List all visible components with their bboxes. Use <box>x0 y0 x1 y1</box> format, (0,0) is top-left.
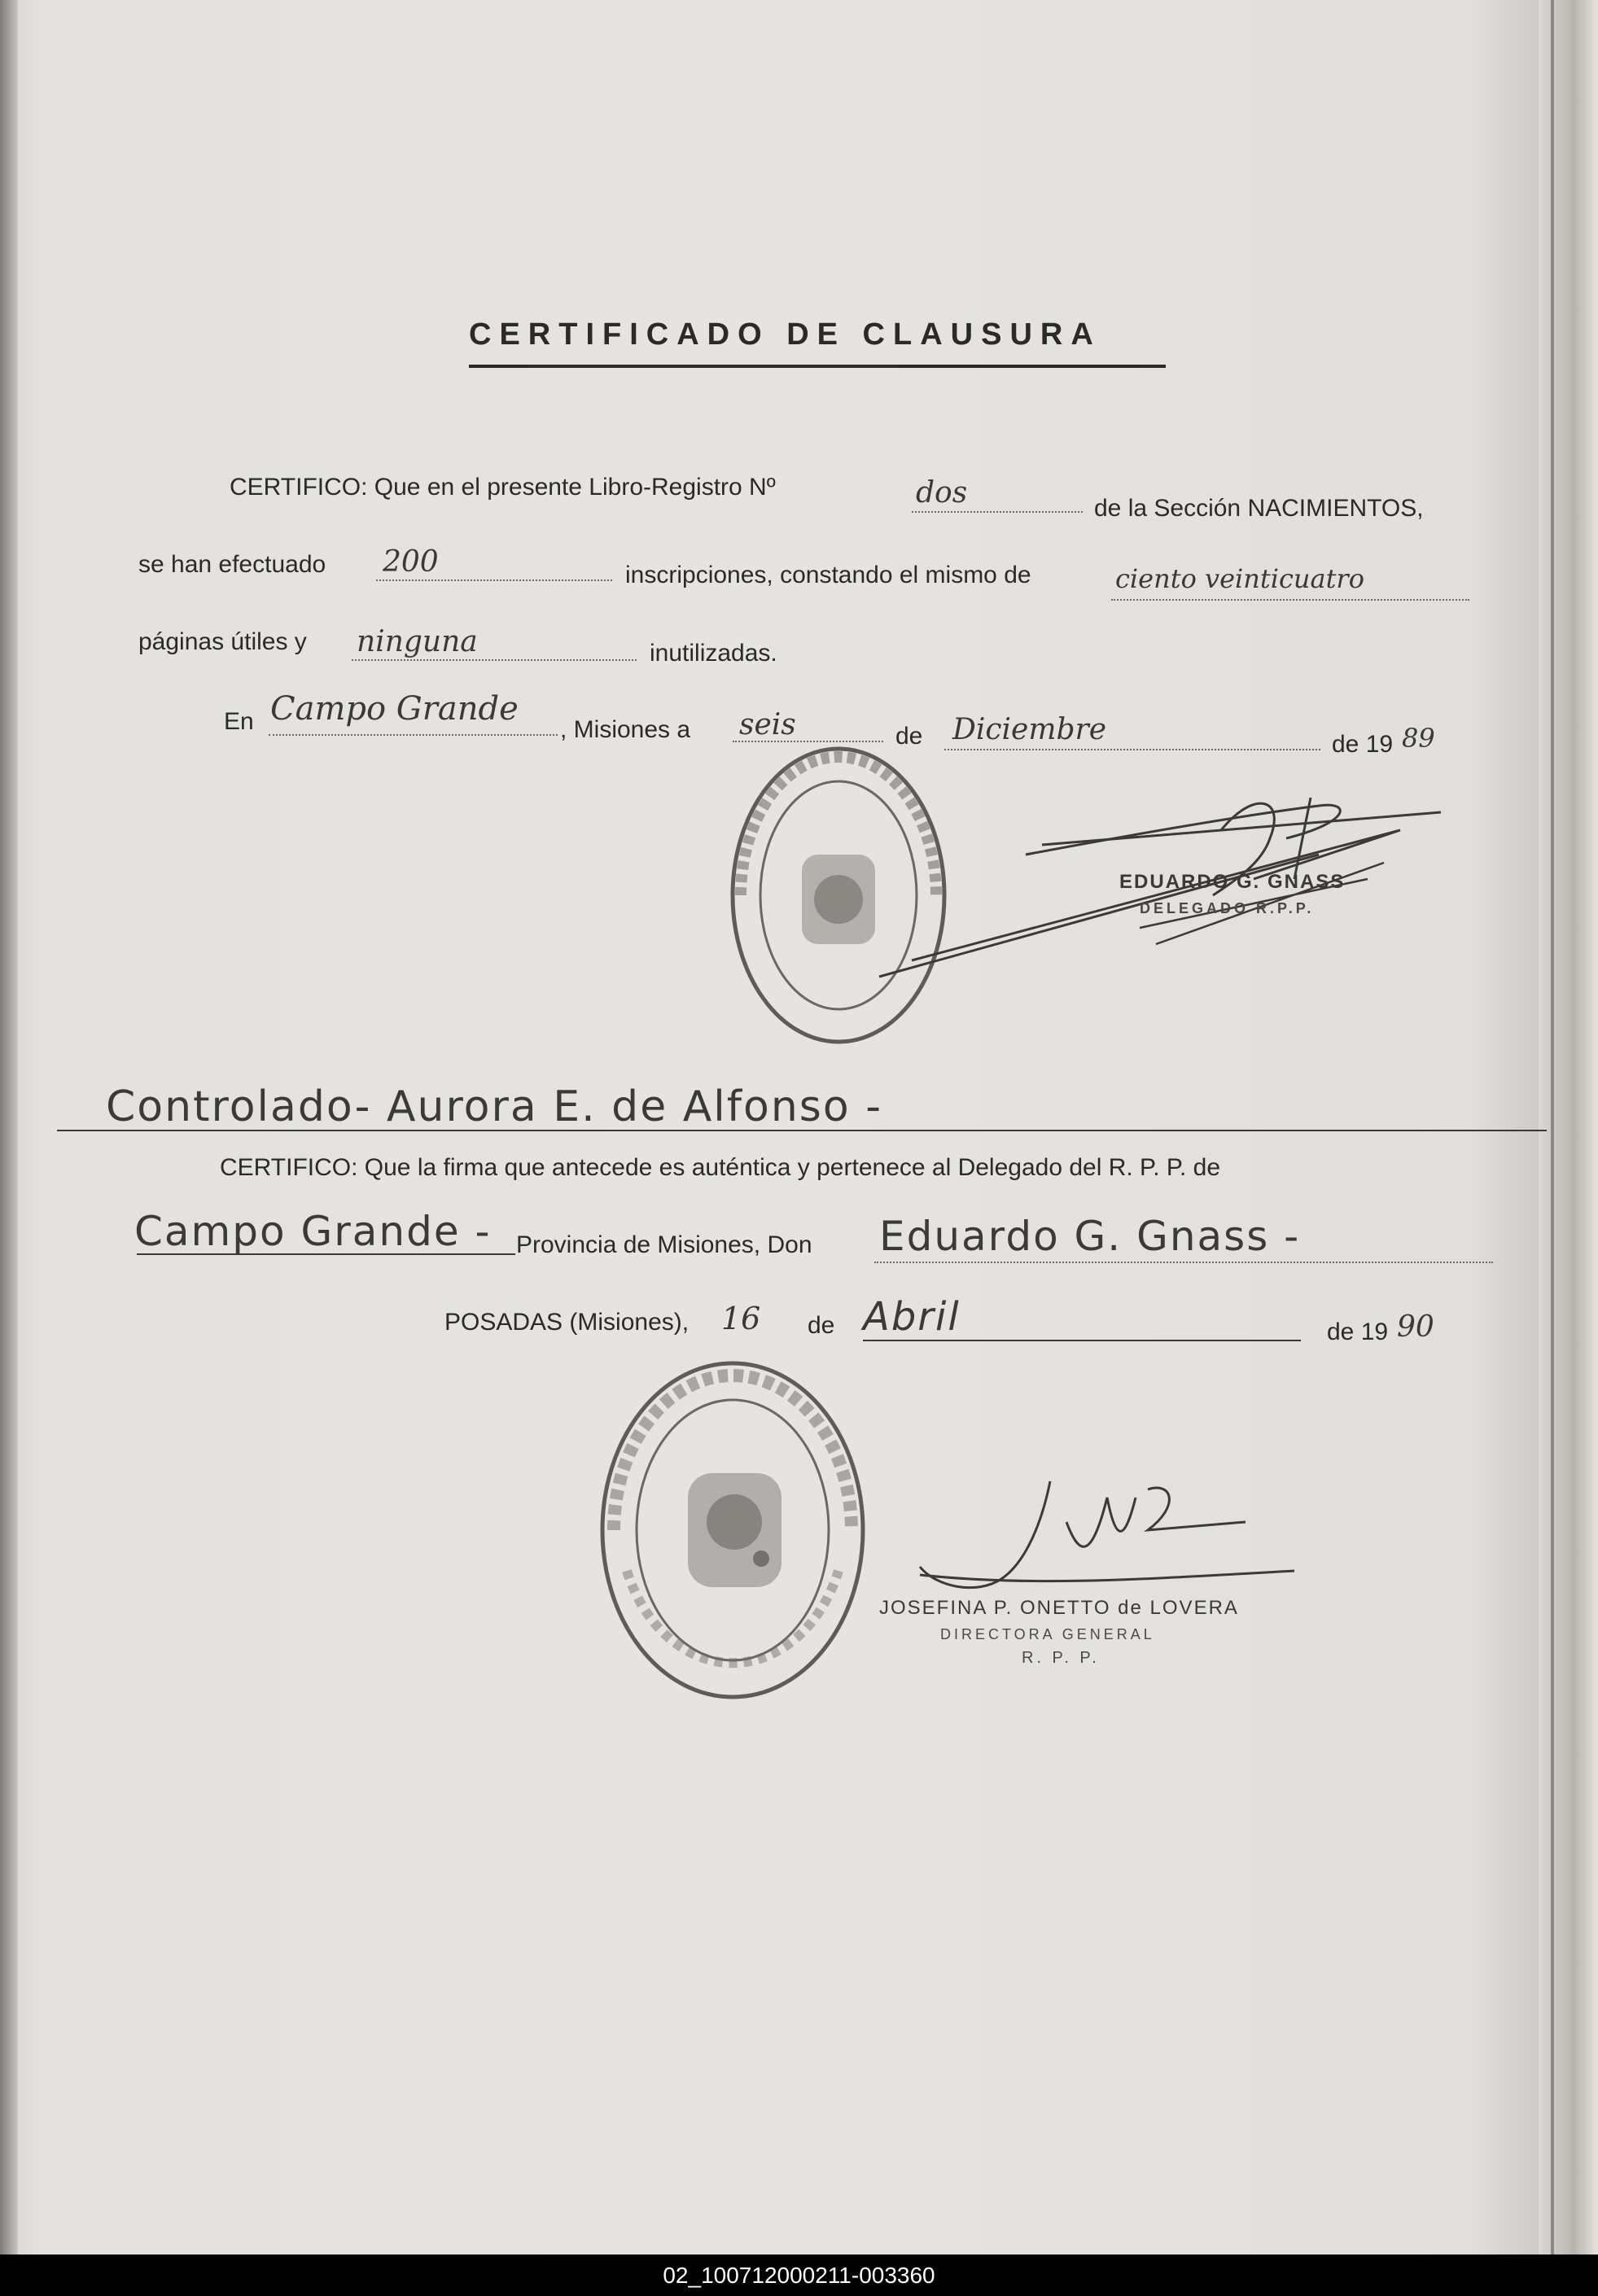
cert1-month-line <box>944 749 1320 750</box>
cert1-line2-prefix: se han efectuado <box>138 551 326 578</box>
cert2-year: 90 <box>1397 1310 1434 1344</box>
cert2-line3-de: de <box>808 1312 835 1339</box>
cert1-month: Diciembre <box>952 713 1107 746</box>
cert1-day: seis <box>739 708 796 741</box>
cert1-inscriptions: 200 <box>383 545 439 579</box>
signature-lovera <box>904 1465 1311 1603</box>
cert2-signer-name: JOSEFINA P. ONETTO de LOVERA <box>879 1597 1239 1619</box>
cert1-year: 89 <box>1402 723 1435 754</box>
document-title: CERTIFICADO DE CLAUSURA <box>469 317 1101 352</box>
title-underline <box>469 365 1166 368</box>
spine-line <box>1551 0 1554 2254</box>
cert1-signer-name: EDUARDO G. GNASS <box>1119 871 1346 893</box>
cert2-month: Abril <box>863 1294 961 1340</box>
cert1-line4-misiones: , Misiones a <box>560 716 691 743</box>
cert1-unused-line <box>352 659 637 661</box>
cert2-place-line <box>137 1253 515 1255</box>
cert2-place: Campo Grande - <box>134 1208 492 1255</box>
page-left-edge <box>0 0 18 2254</box>
cert1-line1-suffix: de la Sección NACIMIENTOS, <box>1094 495 1424 522</box>
cert1-place-line <box>269 734 558 736</box>
cert1-line3-suffix: inutilizadas. <box>650 640 777 667</box>
cert2-signer-role: DIRECTORA GENERAL <box>940 1626 1155 1642</box>
control-note-rule <box>57 1130 1547 1131</box>
cert1-line4-de-year: de 19 <box>1332 731 1394 758</box>
cert1-pages-line <box>1111 599 1469 601</box>
cert1-line1-prefix: CERTIFICO: Que en el presente Libro-Registro Nº <box>230 474 776 501</box>
cert1-book-line <box>912 511 1083 513</box>
cert1-signer-role: DELEGADO R.P.P. <box>1140 900 1315 916</box>
cert2-person: Eduardo G. Gnass - <box>879 1213 1301 1260</box>
cert2-line1: CERTIFICO: Que la firma que antecede es auténtica y pertenece al Delegado del R. P. P. de <box>220 1154 1221 1181</box>
scan-id-footer: 02_100712000211-003360 <box>0 2254 1598 2296</box>
cert1-place: Campo Grande <box>270 690 519 728</box>
cert2-line3-prefix: POSADAS (Misiones), <box>444 1309 690 1336</box>
cert2-line2-middle: Provincia de Misiones, Don <box>516 1231 812 1258</box>
cert2-signer-org: R. P. P. <box>1022 1649 1100 1667</box>
cert1-pages-words: ciento veinticuatro <box>1115 563 1364 594</box>
cert1-line3-prefix: páginas útiles y <box>138 628 307 655</box>
cert2-line3-de-year: de 19 <box>1327 1319 1389 1345</box>
cert1-unused: ninguna <box>357 625 478 658</box>
control-note: Controlado- Aurora E. de Alfonso - <box>106 1082 883 1131</box>
cert2-person-line <box>874 1262 1493 1263</box>
page-right-edge <box>1539 0 1598 2254</box>
cert1-line4-de: de <box>895 723 923 750</box>
cert2-month-line <box>863 1340 1301 1341</box>
cert1-line4-en: En <box>224 708 254 735</box>
cert1-inscriptions-line <box>376 579 612 581</box>
cert2-day: 16 <box>721 1301 761 1336</box>
cert1-line2-middle: inscripciones, constando el mismo de <box>625 562 1031 588</box>
cert1-book-number: dos <box>916 476 968 509</box>
direction-stamp-seal <box>594 1359 871 1709</box>
